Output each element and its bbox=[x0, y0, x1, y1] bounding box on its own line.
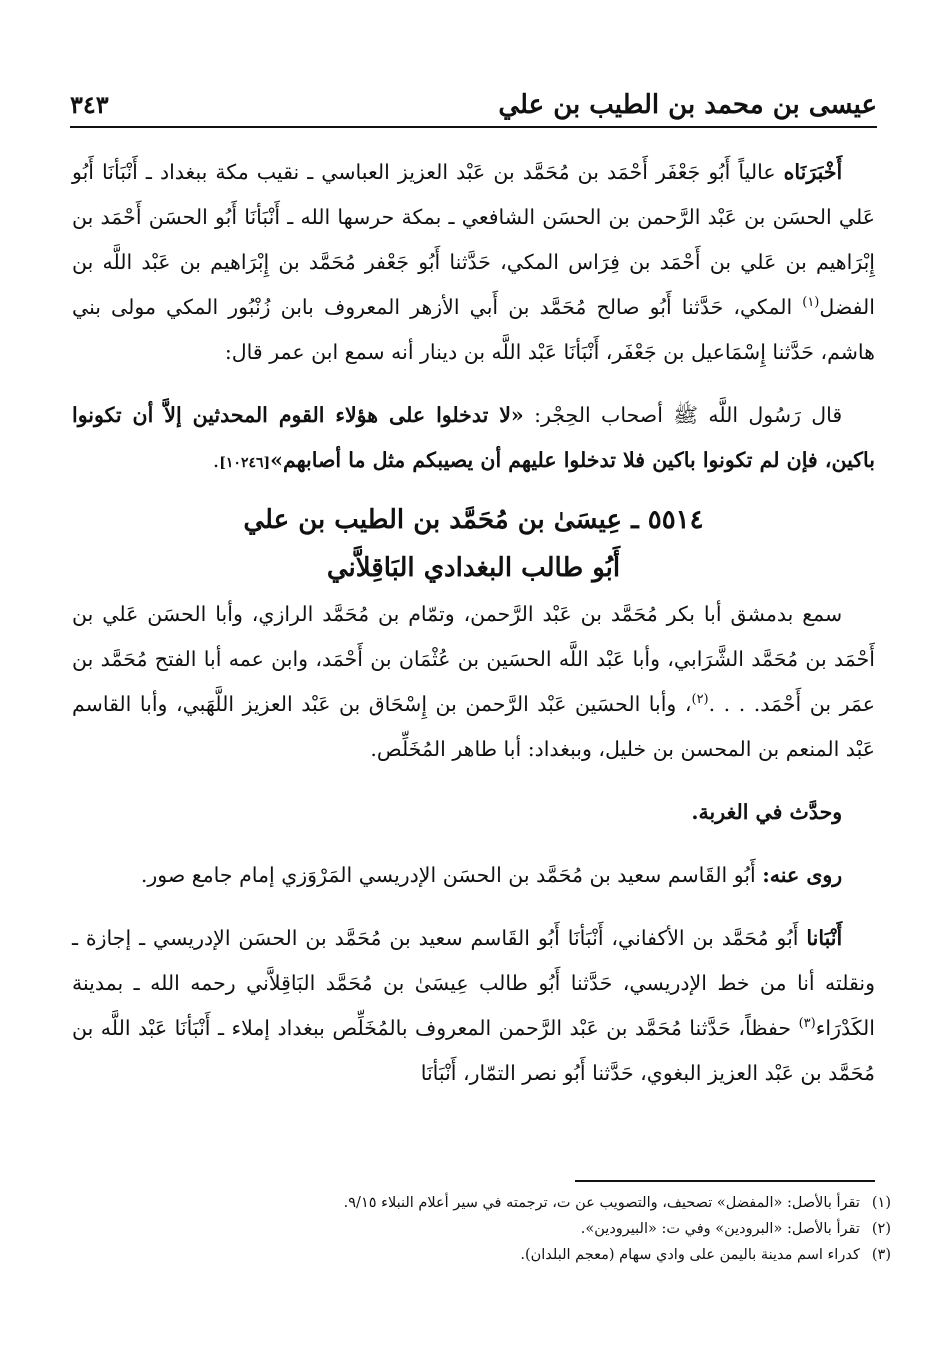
page-number: ٣٤٣ bbox=[70, 90, 109, 119]
main-text bbox=[72, 150, 875, 1096]
paragraph-narrated: وحدَّث في الغربة. bbox=[691, 800, 843, 824]
footnote-item bbox=[72, 1216, 891, 1242]
footnotes bbox=[72, 1190, 891, 1268]
paragraph-lead: روى عنه: bbox=[762, 863, 843, 887]
hadith-number: [١٠٢٤٦] bbox=[219, 455, 271, 471]
entry-title: ٥٥١٤ ـ عِيسَىٰ بن مُحَمَّد بن الطيب بن علي bbox=[243, 505, 704, 535]
hadith-text: «لا تدخلوا على هؤلاء القوم المحدثين إلاَّ أن تكونوا باكين، فإن لم تكونوا باكين فلا تدخلوا عليهم أن يصيبكم مثل ما أصابهم» bbox=[72, 403, 875, 472]
paragraph-text: حفظاً، حَدَّثنا مُحَمَّد بن عَبْد الرَّحمن المعروف بالمُخَلِّص ببغداد إملاء ـ أَنْبَأنَا عَبْد اللَّه بن مُحَمَّد بن عَبْد العزيز البغوي، حَدَّثنا أَبُو نصر التمّار، أَنْبَأنَا bbox=[72, 1016, 875, 1085]
paragraph-text: أَبُو مُحَمَّد بن الأكفاني، أَنْبَأنَا أَبُو القَاسم سعيد بن مُحَمَّد بن الحسَن الإدريسي ـ إجازة ـ ونقلته أنا من خط الإدريسي، حَدَّثنا أَبُو طالب عِيسَىٰ بن مُحَمَّد البَاقِلاَّني رحمه الله ـ بمدينة الكَدْرَاء bbox=[72, 926, 875, 1040]
footnote-text: تقرأ بالأصل: «المفضل» تصحيف، والتصويب عن ت، ترجمته في سير أعلام النبلاء ٩/١٥. bbox=[343, 1195, 860, 1211]
paragraph-isnad-2 bbox=[72, 916, 875, 1096]
paragraph-text: ، وأبا الحسَين عَبْد الرَّحمن بن إِسْحَاق بن عَبْد العزيز اللَّهَبي، وأبا القاسم عَبْد المنعم بن المحسن بن خليل، وببغداد: أبا طاهر المُخَلِّص. bbox=[72, 692, 875, 761]
footnote-number: (٢) bbox=[871, 1221, 891, 1237]
hadith-end: . bbox=[212, 448, 220, 472]
paragraph-hadith bbox=[72, 393, 875, 486]
footnote-ref[interactable]: (٣) bbox=[798, 1016, 816, 1032]
paragraph-text: أَبُو القَاسم سعيد بن مُحَمَّد بن الحسَن الإدريسي المَرْوَزي إمام جامع صور. bbox=[140, 863, 763, 887]
paragraph-students bbox=[72, 853, 875, 898]
footnote-separator bbox=[575, 1180, 875, 1182]
page-header bbox=[70, 86, 877, 128]
footnote-item bbox=[72, 1242, 891, 1268]
footnote-text: تقرأ بالأصل: «البرودين» وفي ت: «البيرودين». bbox=[580, 1221, 860, 1237]
paragraph-text: المكي، حَدَّثنا أَبُو صالح مُحَمَّد بن أَبي الأزهر المعروف بابن زُنْبُور المكي مولى بني هاشم، حَدَّثنا إِسْمَاعيل بن جَعْفَر، أَنْبَأنَا عَبْد اللَّه بن دينار أنه سمع ابن عمر قال: bbox=[72, 295, 875, 364]
paragraph-lead: أَخْبَرَنَاه bbox=[783, 160, 843, 184]
footnote-number: (٣) bbox=[871, 1247, 891, 1263]
paragraph-text: عالياً أَبُو جَعْفَر أَحْمَد بن مُحَمَّد بن عَبْد العزيز العباسي ـ نقيب مكة ببغداد ـ أَنْبَأنَا أَبُو عَلي الحسَن بن عَبْد الرَّحمن بن الحسَن الشافعي ـ بمكة حرسها الله ـ أَنْبَأنَا أَبُو الحسَن أَحْمَد بن إِبْرَاهيم بن عَلي بن أَحْمَد بن فِرَاس المكي، حَدَّثنا أَبُو جَعْفر مُحَمَّد بن إِبْرَاهيم بن عَبْد اللَّه بن الفضل bbox=[72, 160, 875, 319]
paragraph-text: سمع بدمشق أبا بكر مُحَمَّد بن عَبْد الرَّحمن، وتمّام بن مُحَمَّد الرازي، وأبا الحسَن عَلي بن أَحْمَد بن مُحَمَّد الشَّرَابي، وأبا عَبْد اللَّه الحسَين بن عُثْمَان بن أَحْمَد، وابن عمه أبا الفتح مُحَمَّد بن عمَر بن أَحْمَد. . . . bbox=[72, 602, 875, 716]
entry-subtitle: أَبُو طالب البغدادي البَاقِلاَّني bbox=[326, 553, 621, 583]
paragraph-lead: أَنْبَانا bbox=[806, 926, 843, 950]
hadith-intro: قال رَسُول اللَّه ﷺ أصحاب الحِجْر: bbox=[523, 403, 843, 427]
footnote-item bbox=[72, 1190, 891, 1216]
paragraph-teachers bbox=[72, 592, 875, 772]
running-title: عيسى بن محمد بن الطيب بن علي bbox=[498, 90, 877, 120]
footnote-text: كدراء اسم مدينة باليمن على وادي سهام (معجم البلدان). bbox=[520, 1247, 860, 1263]
footnote-ref[interactable]: (٢) bbox=[691, 692, 709, 708]
footnote-ref[interactable]: (١) bbox=[802, 295, 820, 311]
paragraph-isnad-1 bbox=[72, 150, 875, 375]
footnote-number: (١) bbox=[871, 1195, 891, 1211]
